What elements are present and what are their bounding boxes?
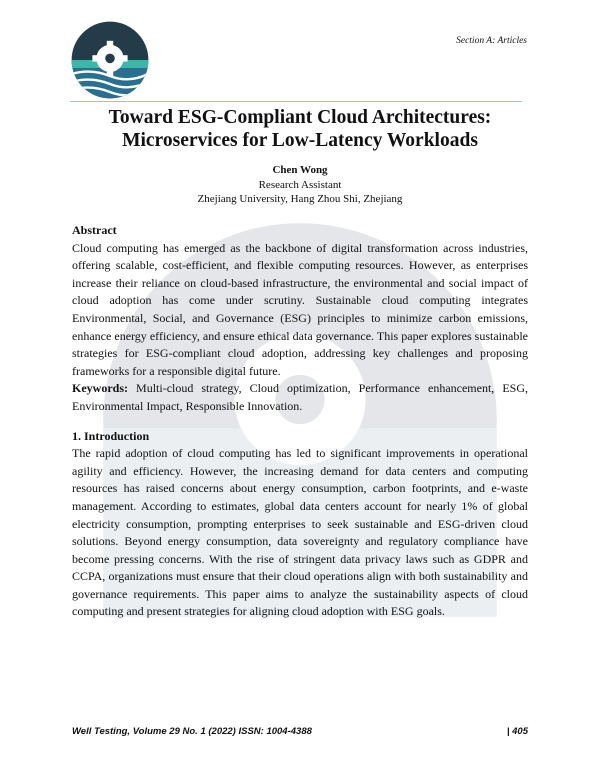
section-label: Section A: Articles [456, 36, 527, 46]
author-block [0, 163, 600, 207]
paper-title [60, 106, 540, 152]
paper-body [72, 222, 528, 621]
header-divider [70, 101, 522, 102]
title-line-2: Microservices for Low-Latency Workloads [122, 130, 478, 151]
abstract-heading: Abstract [72, 223, 117, 237]
page-number: | 405 [506, 726, 528, 737]
author-name: Chen Wong [272, 164, 328, 176]
abstract-text: Cloud computing has emerged as the backbone of digital transformation across industries, offering scalable, cost-efficient, and flexible computing resources. However, as enterprises increase their reliance on cloud-based infrastructure, the environmental and social impact of cloud adoption has come under scrutiny. Sustainable cloud computing integrates Environmental, Social, and Governance (ESG) principles to minimize carbon emissions, enhance energy efficiency, and ensure ethical data governance. This paper explores sustainable strategies for ESG-compliant cloud adoption, addressing key challenges and proposing frameworks for a responsible digital future. [72, 240, 528, 378]
introduction-heading: 1. Introduction [72, 428, 150, 443]
keywords-text: Multi-cloud strategy, Cloud optimization, Performance enhancement, ESG, Environmental Impact, Responsible Innovation. [72, 381, 528, 413]
journal-logo [70, 20, 150, 100]
author-role: Research Assistant [258, 178, 342, 191]
keywords [72, 380, 528, 415]
keywords-label: Keywords: [72, 381, 128, 396]
title-line-1: Toward ESG-Compliant Cloud Architectures: [108, 107, 492, 128]
author-affiliation: Zhejiang University, Hang Zhou Shi, Zhejiang [197, 193, 403, 205]
journal-citation: Well Testing, Volume 29 No. 1 (2022) ISSN: 1004-4388 [72, 726, 312, 737]
page-footer [72, 726, 528, 737]
introduction-text: The rapid adoption of cloud computing has led to significant improvements in operational agility and efficiency. However, the increasing demand for data centers and computing resources has raised concerns about energy consumption, carbon footprints, and e-waste management. According to estimates, global data centers account for nearly 1% of global electricity consumption, prompting enterprises to seek sustainable and ESG-driven cloud solutions. Beyond energy consumption, data sovereignty and regulatory compliance have become pressing concerns. With the rise of stringent data privacy laws such as GDPR and CCPA, organizations must ensure that their cloud operations align with both sustainability and governance requirements. This paper aims to analyze the sustainability aspects of cloud computing and present strategies for aligning cloud adoption with ESG goals. [72, 446, 528, 619]
